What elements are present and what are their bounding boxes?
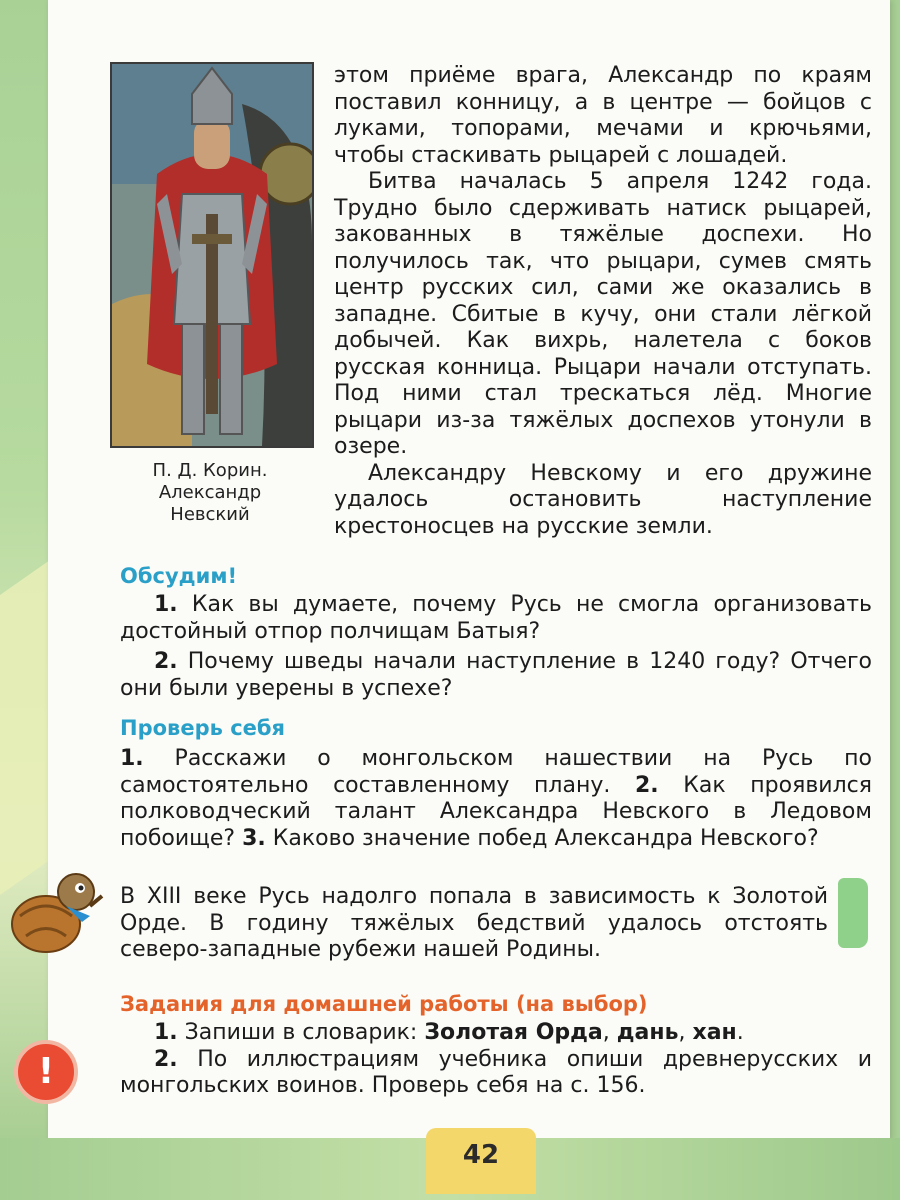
question-number: 1. bbox=[154, 592, 178, 617]
task-number: 1. bbox=[120, 746, 144, 771]
check-text bbox=[120, 746, 872, 852]
homework-task-1 bbox=[120, 1020, 872, 1047]
discuss-heading: Обсудим! bbox=[120, 564, 238, 588]
caption-line: Невский bbox=[170, 504, 250, 525]
task-number: 1. bbox=[154, 1020, 178, 1045]
paragraph: этом приёме врага, Александр по краям поставил конницу, а в центре — бойцов с луками, топорами, мечами и крючьями, чтобы стаскивать рыцарей с лошадей. bbox=[334, 63, 872, 168]
check-heading: Проверь себя bbox=[120, 716, 286, 740]
knight-illustration bbox=[112, 64, 312, 446]
question-number: 2. bbox=[154, 649, 178, 674]
term: Золотая Орда bbox=[424, 1020, 603, 1045]
separator: , bbox=[602, 1020, 610, 1045]
separator: , bbox=[678, 1020, 686, 1045]
task-text: Запиши в словарик: bbox=[184, 1020, 418, 1045]
portrait-illustration bbox=[110, 62, 314, 448]
task-number: 2. bbox=[154, 1046, 178, 1072]
task-text: Каково значение побед Александра Невского? bbox=[272, 825, 819, 851]
check-tasks bbox=[120, 746, 872, 852]
question-text: Как вы думаете, почему Русь не смогла организовать достойный отпор полчищам Батыя? bbox=[120, 592, 872, 644]
question-text: Почему шведы начали наступление в 1240 году? Отчего они были уверены в успехе? bbox=[120, 649, 872, 701]
term: дань bbox=[616, 1020, 679, 1045]
caption-line: П. Д. Корин. bbox=[152, 460, 268, 481]
homework-tasks bbox=[120, 1020, 872, 1100]
main-text bbox=[334, 63, 872, 540]
term: хан bbox=[692, 1020, 737, 1045]
discuss-questions bbox=[120, 592, 872, 702]
turtle-mascot-icon bbox=[6, 866, 106, 956]
alert-icon: ! bbox=[14, 1040, 78, 1104]
summary-marker bbox=[838, 878, 868, 948]
task-number: 3. bbox=[242, 825, 266, 851]
caption-line: Александр bbox=[158, 482, 262, 503]
task-text: По иллюстрациям учебника опиши древнерусских и монгольских воинов. Проверь себя на с. 156. bbox=[120, 1046, 873, 1098]
paragraph: Александру Невскому и его дружине удалось остановить наступление крестоносцев на русские земли. bbox=[334, 460, 872, 539]
summary-paragraph: В XIII веке Русь надолго попала в зависимость к Золотой Орде. В годину тяжёлых бедствий удалось отстоять северо-западные рубежи нашей Родины. bbox=[120, 884, 828, 962]
period: . bbox=[736, 1020, 744, 1045]
discuss-question-2 bbox=[120, 649, 872, 702]
discuss-question-1 bbox=[120, 592, 872, 645]
paragraph: Битва началась 5 апреля 1242 года. Трудно было сдерживать натиск рыцарей, закованных в тяжёлые доспехи. Но получилось так, что рыцари, сумев смять центр русских сил, сами же оказались в западне. Сбитые в кучу, они стали лёгкой добычей. Как вихрь, налетела с боков русская конница. Рыцари начали отступать. Под ними стал трескаться лёд. Многие рыцари из-за тяжёлых доспехов утонули в озере. bbox=[334, 169, 872, 459]
task-number: 2. bbox=[635, 772, 659, 798]
portrait-caption bbox=[110, 460, 310, 526]
homework-heading: Задания для домашней работы (на выбор) bbox=[120, 992, 648, 1016]
task-text: Как проявился полководческий талант Александра Невского в Ледовом побоище? bbox=[120, 772, 872, 851]
summary-text bbox=[120, 884, 828, 964]
page-number: 42 bbox=[462, 1140, 500, 1170]
task-text: Расскажи о монгольском нашествии на Русь по самостоятельно составленному плану. bbox=[120, 746, 873, 798]
homework-task-2 bbox=[120, 1047, 872, 1100]
